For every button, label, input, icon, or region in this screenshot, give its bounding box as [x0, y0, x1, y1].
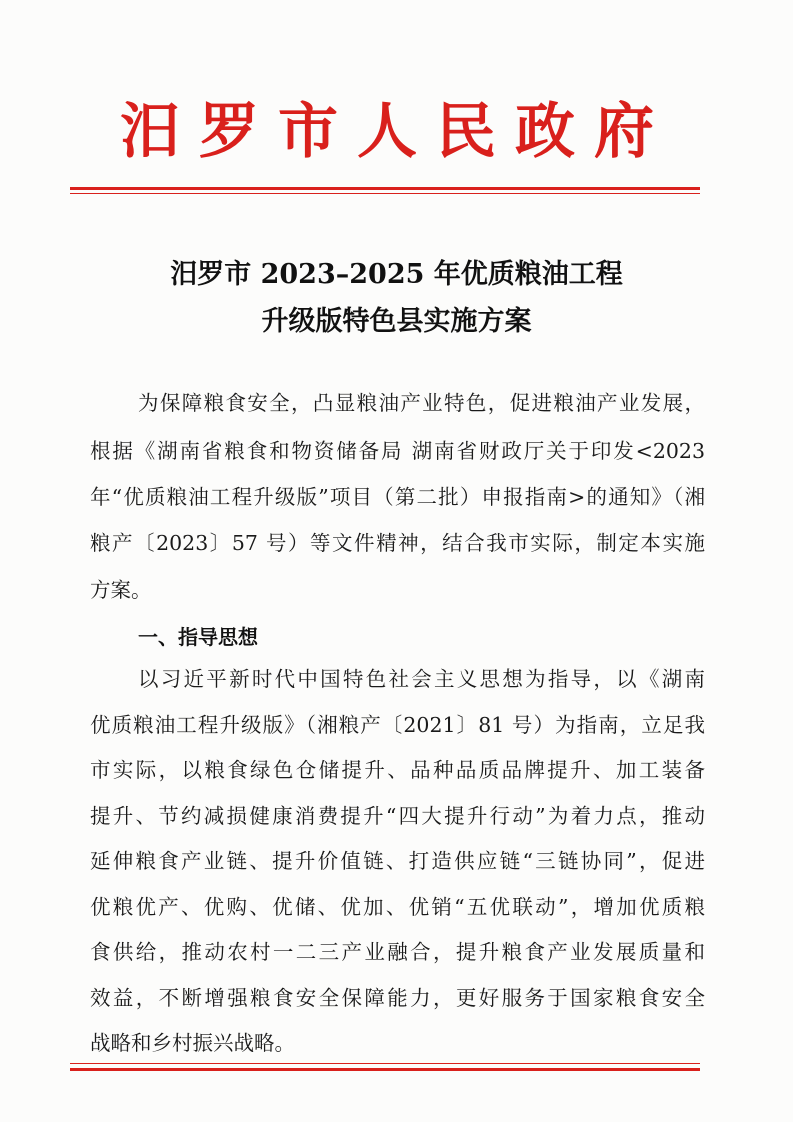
section-1-line-7: 食供给，推动农村一二三产业融合，提升粮食产业发展质量和: [90, 940, 705, 964]
section-1-heading: 一、指导思想: [138, 625, 258, 649]
section-1-line-3: 市实际，以粮食绿色仓储提升、品种品质品牌提升、加工装备: [90, 758, 705, 782]
section-1-line-1: 以习近平新时代中国特色社会主义思想为指导，以《湖南: [138, 667, 705, 691]
intro-line-2: 根据《湖南省粮食和物资储备局 湖南省财政厅关于印发<2023: [90, 439, 705, 463]
footer-rule-thin: [70, 1063, 700, 1064]
masthead-title: 汨罗市人民政府: [120, 97, 673, 167]
intro-line-1: 为保障粮食安全，凸显粮油产业特色，促进粮油产业发展，: [138, 391, 705, 415]
document-title-line-1: 汨罗市 2023–2025 年优质粮油工程: [170, 259, 623, 290]
section-1-line-5: 延伸粮食产业链、提升价值链、打造供应链“三链协同”，促进: [90, 849, 705, 873]
section-1-line-4: 提升、节约减损健康消费提升“四大提升行动”为着力点，推动: [90, 803, 705, 828]
section-1-line-8: 效益，不断增强粮食安全保障能力，更好服务于国家粮食安全: [90, 985, 705, 1010]
section-1-line-6: 优粮优产、优购、优储、优加、优销“五优联动”，增加优质粮: [90, 894, 705, 919]
intro-line-3: 年“优质粮油工程升级版”项目（第二批）申报指南>的通知》（湘: [90, 485, 705, 509]
masthead-rule-thick: [70, 187, 700, 190]
masthead-rule-thin: [70, 193, 700, 194]
section-1-line-9: 战略和乡村振兴战略。: [90, 1031, 295, 1055]
intro-line-4: 粮产〔2023〕57 号）等文件精神，结合我市实际，制定本实施: [90, 531, 705, 555]
document-title-line-2: 升级版特色县实施方案: [261, 306, 532, 337]
footer-rule-thick: [70, 1068, 700, 1071]
section-1-line-2: 优质粮油工程升级版》（湘粮产〔2021〕81 号）为指南，立足我: [90, 712, 705, 737]
intro-line-5: 方案。: [90, 578, 152, 602]
